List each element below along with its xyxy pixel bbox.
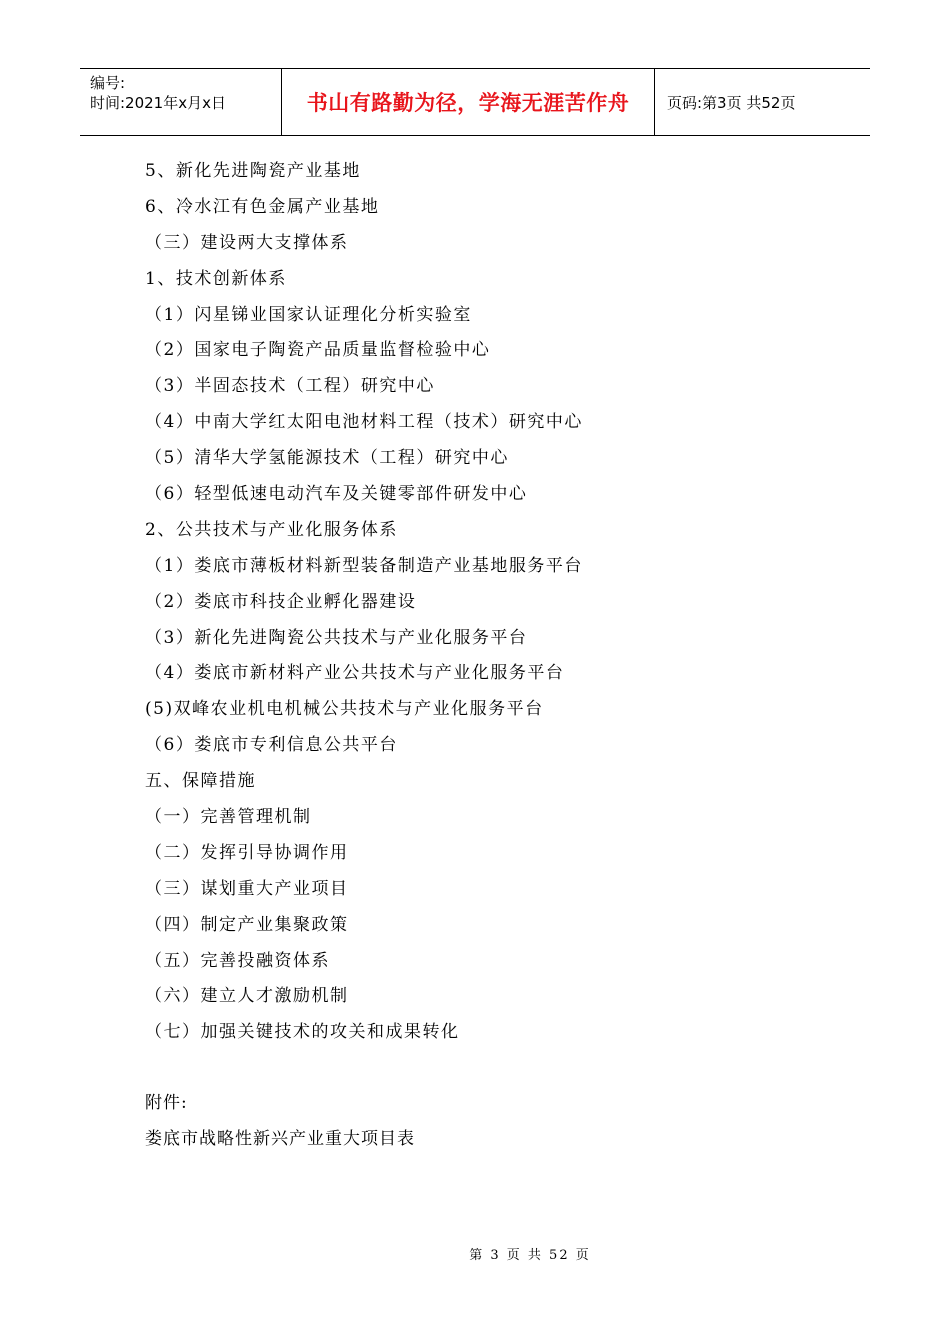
section-heading: （三）建设两大支撑体系 <box>145 232 349 253</box>
header-motto: 书山有路勤为径，学海无涯苦作舟 <box>282 69 655 135</box>
outline-line: （四）制定产业集聚政策 <box>145 914 349 935</box>
outline-line: （6）娄底市专利信息公共平台 <box>145 735 398 756</box>
attachment-block <box>145 1086 845 1158</box>
page-footer <box>0 1244 950 1263</box>
outline-line: 6、冷水江有色金属产业基地 <box>145 196 380 217</box>
outline-line: （4）中南大学红太阳电池材料工程（技术）研究中心 <box>145 412 583 433</box>
page-header <box>80 68 870 136</box>
header-page-info: 页码:第3页 共52页 <box>667 93 796 112</box>
subsection-heading: 2、公共技术与产业化服务体系 <box>145 519 398 540</box>
outline-line: （五）完善投融资体系 <box>145 950 330 971</box>
outline-line: （三）谋划重大产业项目 <box>145 878 349 899</box>
footer-page-number: 第 3 页 共 52 页 <box>469 1248 591 1263</box>
outline-line: 5、新化先进陶瓷产业基地 <box>145 161 361 181</box>
outline-line: (5)双峰农业机电机械公共技术与产业化服务平台 <box>145 699 544 720</box>
outline-line: （6）轻型低速电动汽车及关键零部件研发中心 <box>145 484 528 505</box>
outline-line: （4）娄底市新材料产业公共技术与产业化服务平台 <box>145 663 565 684</box>
attachment-label: 附件: <box>145 1093 188 1113</box>
document-time: 时间:2021年x月x日 <box>90 94 226 112</box>
outline-line: （一）完善管理机制 <box>145 807 312 828</box>
outline-line: （七）加强关键技术的攻关和成果转化 <box>145 1022 460 1043</box>
outline-line: （2）国家电子陶瓷产品质量监督检验中心 <box>145 340 491 361</box>
outline-line: （六）建立人才激励机制 <box>145 986 349 1007</box>
chapter-heading: 五、保障措施 <box>145 771 256 792</box>
outline-line: （1）娄底市薄板材料新型装备制造产业基地服务平台 <box>145 555 583 576</box>
outline-line: （3）新化先进陶瓷公共技术与产业化服务平台 <box>145 627 528 648</box>
outline-line: （5）清华大学氢能源技术（工程）研究中心 <box>145 448 509 469</box>
outline-line: （1）闪星锑业国家认证理化分析实验室 <box>145 304 472 325</box>
outline-body <box>145 154 845 1051</box>
outline-line: （二）发挥引导协调作用 <box>145 842 349 863</box>
document-number-label: 编号: <box>90 74 126 92</box>
outline-line: （3）半固态技术（工程）研究中心 <box>145 376 435 397</box>
outline-line: （2）娄底市科技企业孵化器建设 <box>145 591 417 612</box>
header-meta <box>80 69 282 135</box>
attachment-title: 娄底市战略性新兴产业重大项目表 <box>145 1128 415 1149</box>
subsection-heading: 1、技术创新体系 <box>145 268 287 289</box>
